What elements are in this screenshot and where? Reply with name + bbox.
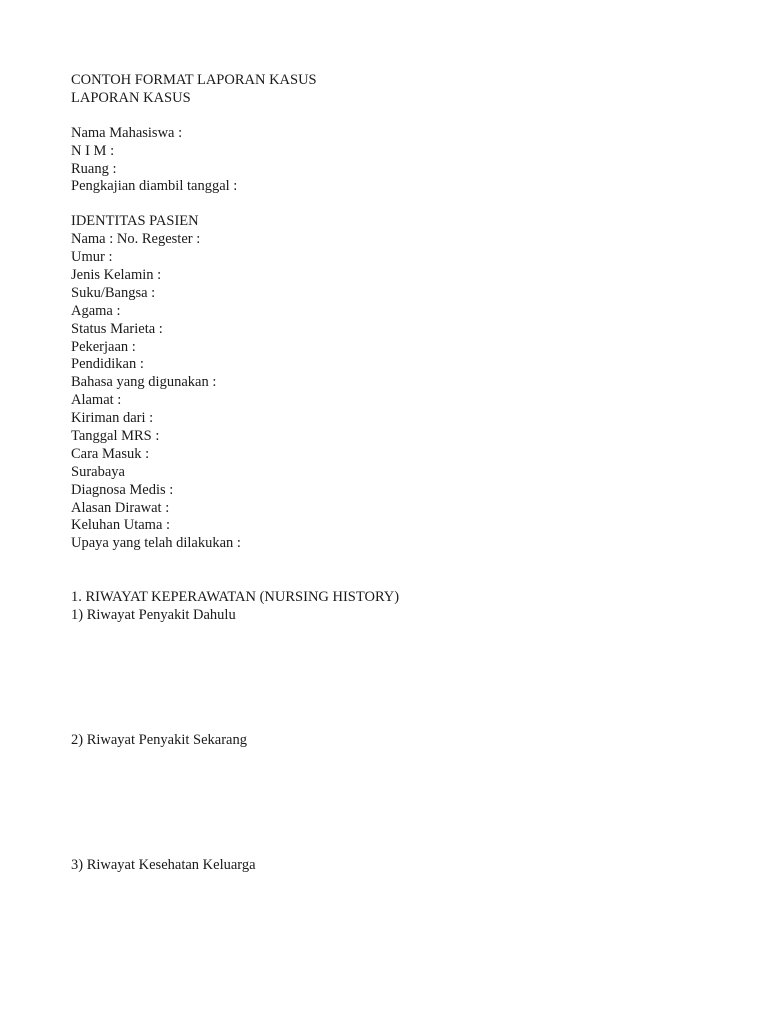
field-cara-masuk: Cara Masuk : <box>71 445 150 462</box>
spacer <box>71 750 711 857</box>
field-kiriman-dari: Kiriman dari : <box>71 410 154 427</box>
spacer <box>71 553 711 589</box>
spacer <box>71 108 711 125</box>
section-heading-riwayat-keperawatan: 1. RIWAYAT KEPERAWATAN (NURSING HISTORY) <box>71 589 400 606</box>
field-jenis-kelamin: Jenis Kelamin : <box>71 267 162 284</box>
field-keluhan-utama: Keluhan Utama : <box>71 517 171 534</box>
field-umur: Umur : <box>71 249 113 266</box>
field-pengkajian-tanggal: Pengkajian diambil tanggal : <box>71 178 238 195</box>
item-riwayat-kesehatan-keluarga: 3) Riwayat Kesehatan Keluarga <box>71 856 256 873</box>
item-riwayat-penyakit-sekarang: 2) Riwayat Penyakit Sekarang <box>71 732 247 749</box>
field-status-marieta: Status Marieta : <box>71 320 163 337</box>
field-alamat: Alamat : <box>71 392 122 409</box>
field-nama-mahasiswa: Nama Mahasiswa : <box>71 124 183 141</box>
field-tanggal-mrs: Tanggal MRS : <box>71 428 160 445</box>
spacer <box>71 196 711 213</box>
field-agama: Agama : <box>71 302 121 319</box>
spacer <box>71 625 711 732</box>
item-riwayat-penyakit-dahulu: 1) Riwayat Penyakit Dahulu <box>71 607 236 624</box>
field-ruang: Ruang : <box>71 160 117 177</box>
document-subtitle: LAPORAN KASUS <box>71 89 191 106</box>
document-title: CONTOH FORMAT LAPORAN KASUS <box>71 72 317 88</box>
field-alasan-dirawat: Alasan Dirawat : <box>71 499 170 516</box>
field-suku-bangsa: Suku/Bangsa : <box>71 284 156 301</box>
field-nama-no-regester: Nama : No. Regester : <box>71 231 201 248</box>
field-surabaya: Surabaya <box>71 463 125 480</box>
field-pendidikan: Pendidikan : <box>71 356 144 373</box>
field-pekerjaan: Pekerjaan : <box>71 338 136 355</box>
document-page <box>71 72 711 875</box>
field-diagnosa-medis: Diagnosa Medis : <box>71 481 174 498</box>
section-heading-identitas-pasien: IDENTITAS PASIEN <box>71 213 199 230</box>
field-upaya: Upaya yang telah dilakukan : <box>71 535 241 552</box>
field-nim: N I M : <box>71 142 115 159</box>
field-bahasa: Bahasa yang digunakan : <box>71 374 217 391</box>
